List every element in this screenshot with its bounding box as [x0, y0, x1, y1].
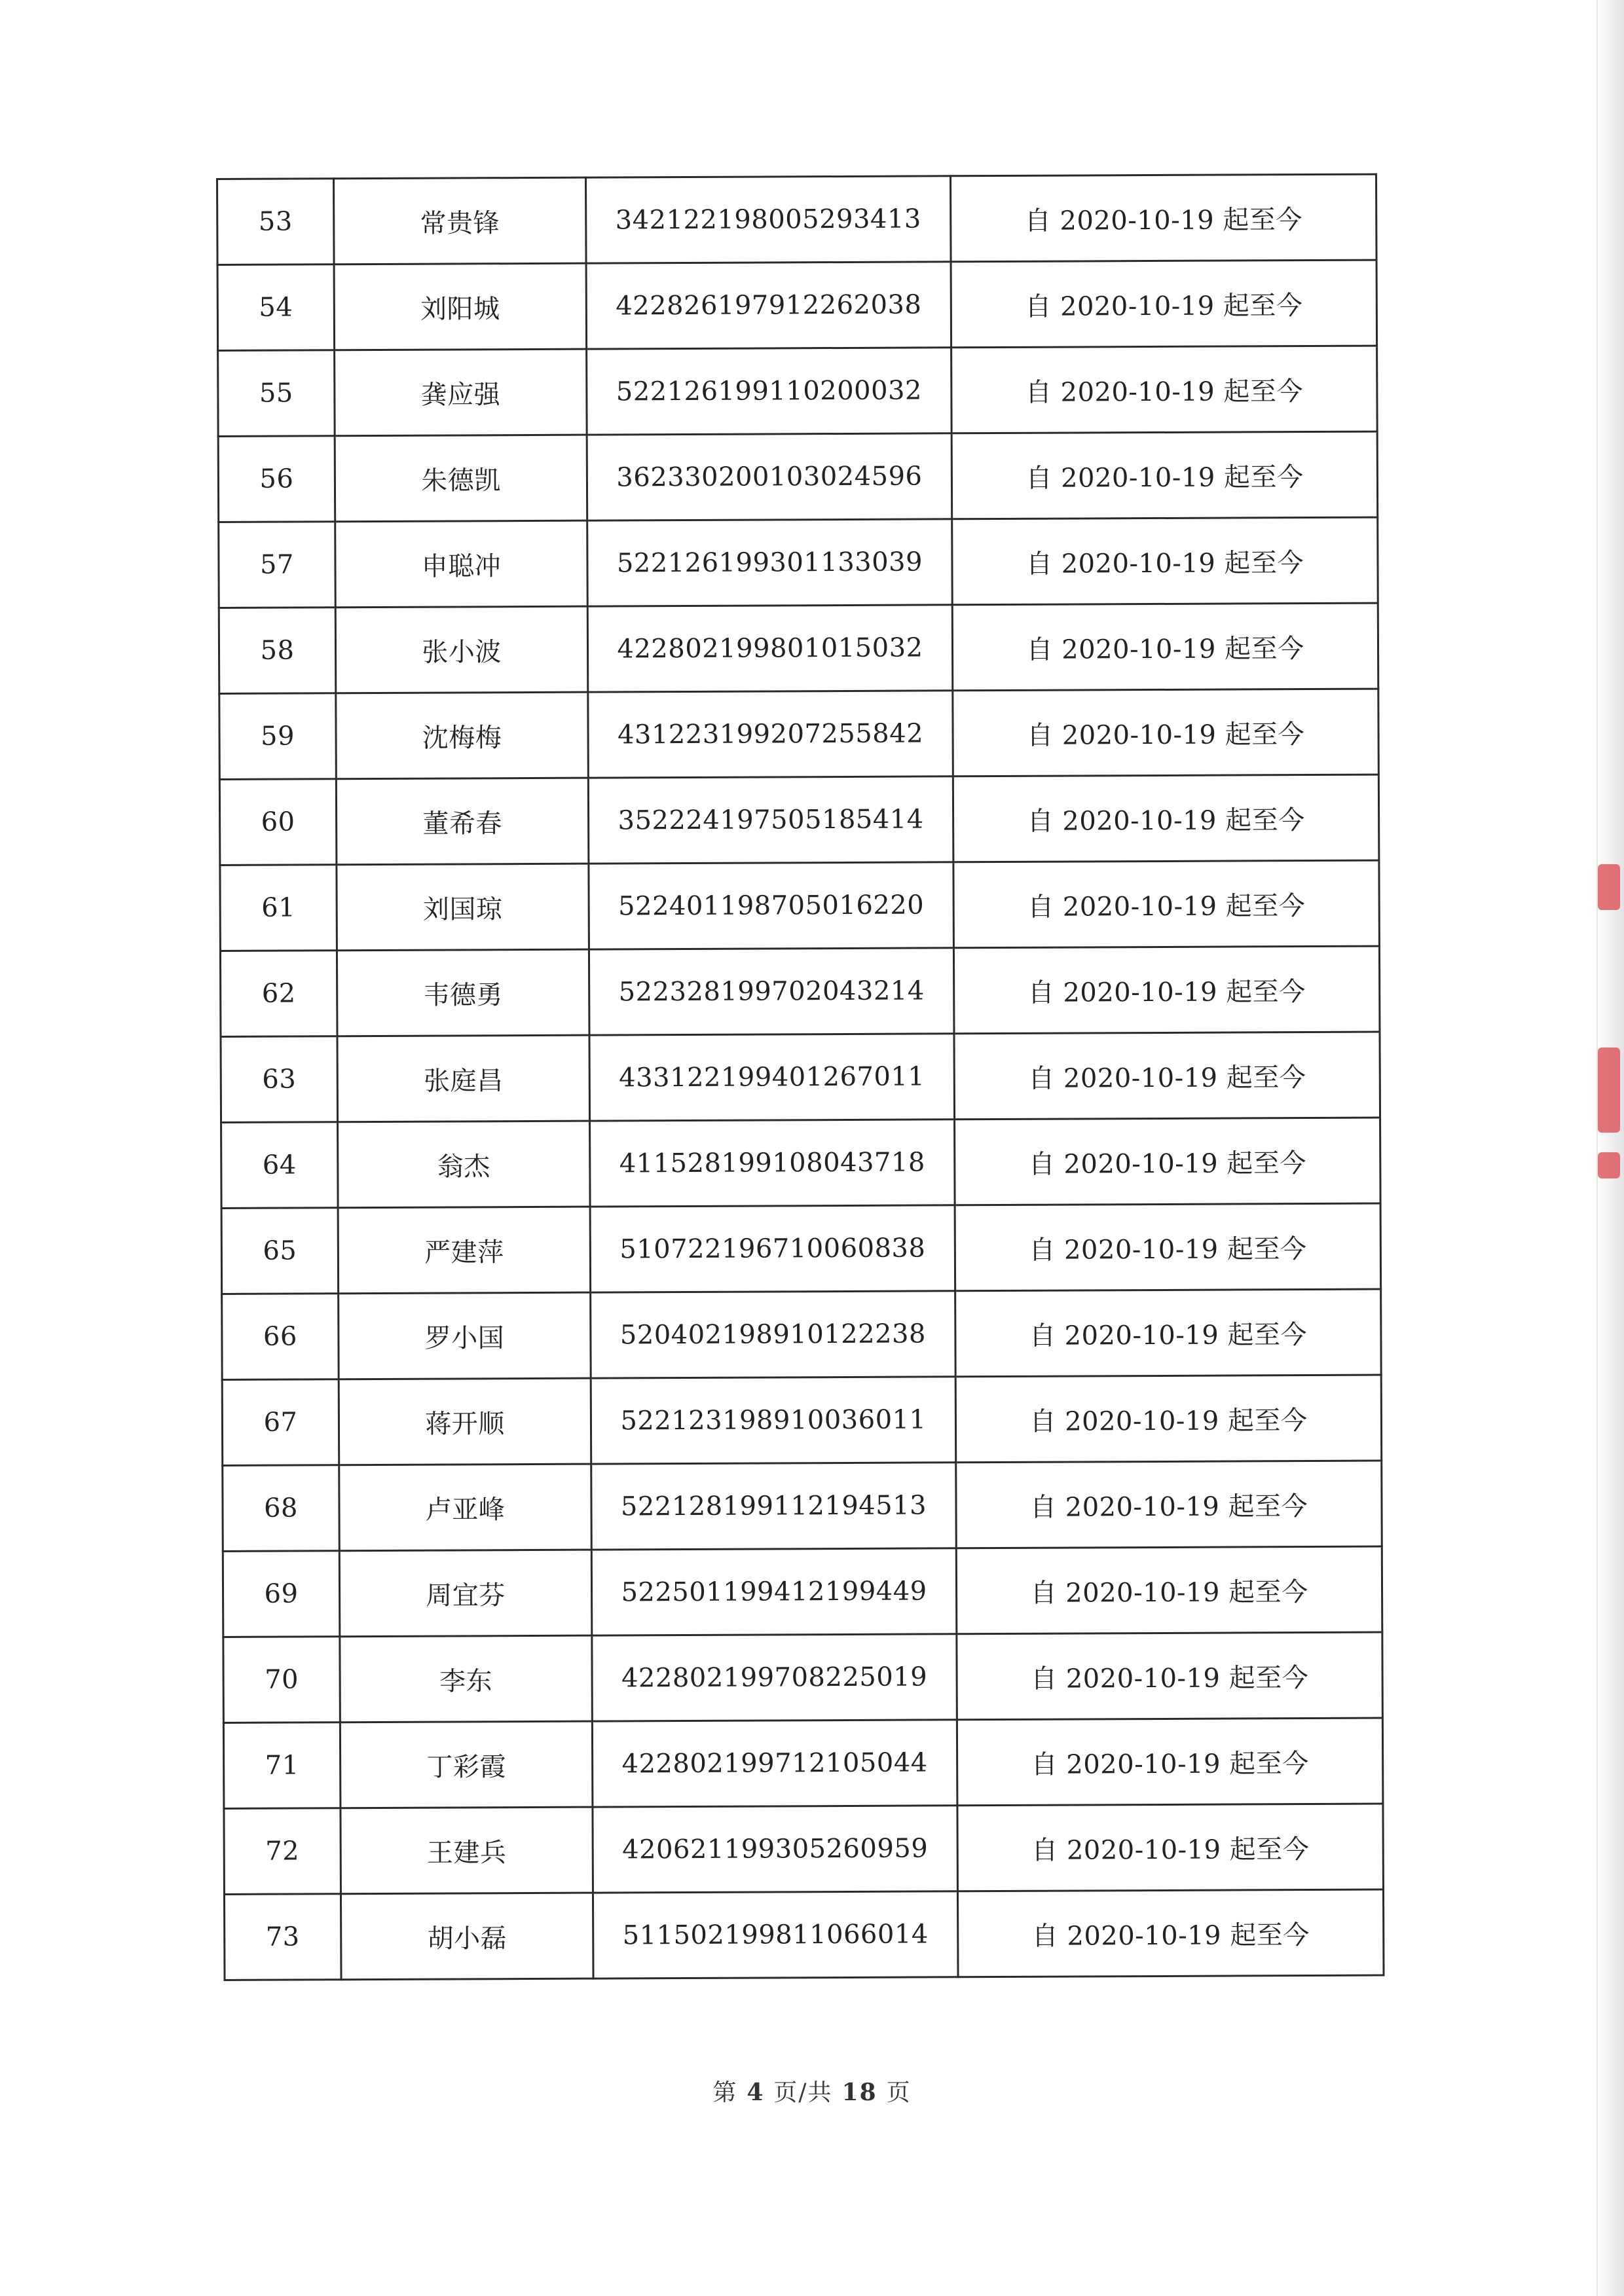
- footer-total-pages: 18: [841, 2079, 877, 2106]
- id-number-cell: 420621199305260959: [593, 1806, 958, 1893]
- table-row: [221, 1118, 1381, 1208]
- table-row: [218, 346, 1378, 436]
- footer-prefix: 第: [712, 2079, 738, 2106]
- row-number-cell: 65: [221, 1208, 339, 1294]
- row-number-cell: 61: [220, 865, 337, 951]
- period-cell: 自 2020-10-19 起至今: [953, 774, 1379, 862]
- seal-stamp-fragment: [1598, 1152, 1620, 1178]
- table-row: [221, 1032, 1380, 1122]
- period-cell: 自 2020-10-19 起至今: [951, 260, 1377, 348]
- id-number-cell: 362330200103024596: [587, 433, 952, 520]
- row-number-cell: 72: [224, 1808, 341, 1895]
- table-row: [222, 1375, 1382, 1465]
- row-number-cell: 62: [220, 951, 337, 1037]
- id-number-cell: 522126199301133039: [587, 519, 953, 606]
- name-cell: 李东: [340, 1635, 593, 1722]
- id-number-cell: 433122199401267011: [589, 1034, 955, 1121]
- row-number-cell: 67: [222, 1379, 339, 1466]
- period-cell: 自 2020-10-19 起至今: [957, 1632, 1383, 1720]
- period-cell: 自 2020-10-19 起至今: [953, 689, 1379, 776]
- scan-fold-line: [1596, 0, 1598, 2296]
- table-body: [217, 174, 1384, 1980]
- name-cell: 蒋开顺: [339, 1378, 591, 1465]
- id-number-cell: 422826197912262038: [586, 262, 951, 349]
- period-cell: 自 2020-10-19 起至今: [954, 1032, 1380, 1120]
- name-cell: 朱德凯: [335, 435, 587, 522]
- name-cell: 张小波: [335, 606, 588, 693]
- table-row: [219, 689, 1379, 779]
- id-number-cell: 522128199112194513: [591, 1463, 957, 1550]
- id-number-cell: 520402198910122238: [591, 1291, 956, 1378]
- table-row: [217, 174, 1377, 264]
- id-number-cell: 411528199108043718: [590, 1120, 955, 1207]
- id-number-cell: 522401198705016220: [589, 862, 954, 949]
- id-number-cell: 352224197505185414: [588, 776, 953, 864]
- period-cell: 自 2020-10-19 起至今: [956, 1546, 1382, 1634]
- name-cell: 丁彩霞: [340, 1721, 593, 1808]
- seal-stamp-fragment: [1598, 1048, 1620, 1133]
- name-cell: 龚应强: [335, 349, 587, 436]
- name-cell: 胡小磊: [341, 1893, 593, 1980]
- row-number-cell: 70: [223, 1637, 341, 1723]
- row-number-cell: 59: [219, 693, 337, 780]
- row-number-cell: 66: [222, 1294, 339, 1380]
- period-cell: 自 2020-10-19 起至今: [955, 1375, 1382, 1463]
- id-number-cell: 522501199412199449: [591, 1548, 957, 1635]
- table-row: [219, 517, 1378, 608]
- row-number-cell: 54: [217, 264, 335, 351]
- table-row: [219, 774, 1379, 865]
- row-number-cell: 55: [218, 350, 335, 437]
- period-cell: 自 2020-10-19 起至今: [957, 1804, 1384, 1891]
- name-cell: 周宜芬: [339, 1550, 592, 1637]
- period-cell: 自 2020-10-19 起至今: [955, 1289, 1382, 1377]
- period-cell: 自 2020-10-19 起至今: [955, 1203, 1381, 1291]
- row-number-cell: 73: [224, 1894, 341, 1980]
- period-cell: 自 2020-10-19 起至今: [950, 174, 1376, 262]
- name-cell: 刘阳城: [334, 263, 587, 350]
- period-cell: 自 2020-10-19 起至今: [951, 346, 1378, 433]
- row-number-cell: 56: [218, 436, 335, 522]
- name-cell: 韦德勇: [337, 949, 589, 1036]
- row-number-cell: 60: [219, 779, 337, 866]
- row-number-cell: 58: [219, 608, 336, 694]
- row-number-cell: 53: [217, 179, 335, 265]
- table-row: [224, 1889, 1384, 1980]
- id-number-cell: 522328199702043214: [589, 948, 954, 1035]
- name-cell: 严建萍: [338, 1207, 591, 1294]
- table-row: [223, 1546, 1382, 1637]
- name-cell: 董希春: [336, 778, 589, 865]
- table-row: [219, 603, 1378, 693]
- period-cell: 自 2020-10-19 起至今: [953, 946, 1380, 1034]
- seal-stamp-fragment: [1598, 864, 1620, 910]
- footer-suffix: 页: [886, 2079, 912, 2106]
- row-number-cell: 68: [223, 1465, 340, 1552]
- row-number-cell: 57: [219, 522, 336, 608]
- period-cell: 自 2020-10-19 起至今: [952, 517, 1378, 605]
- table-row: [223, 1461, 1382, 1551]
- row-number-cell: 71: [223, 1722, 341, 1809]
- table-row: [222, 1289, 1382, 1379]
- period-cell: 自 2020-10-19 起至今: [957, 1889, 1384, 1977]
- id-number-cell: 422802199801015032: [587, 605, 953, 692]
- table-row: [223, 1718, 1383, 1808]
- id-number-cell: 431223199207255842: [588, 691, 953, 778]
- id-number-cell: 422802199708225019: [592, 1634, 957, 1721]
- row-number-cell: 63: [221, 1036, 338, 1123]
- row-number-cell: 69: [223, 1551, 340, 1637]
- period-cell: 自 2020-10-19 起至今: [951, 431, 1378, 519]
- table-row: [220, 946, 1380, 1036]
- name-cell: 常贵锋: [334, 177, 587, 264]
- footer-current-page: 4: [747, 2079, 765, 2106]
- table-row: [224, 1804, 1384, 1894]
- period-cell: 自 2020-10-19 起至今: [956, 1461, 1382, 1548]
- period-cell: 自 2020-10-19 起至今: [957, 1718, 1383, 1806]
- row-number-cell: 64: [221, 1122, 339, 1209]
- name-cell: 卢亚峰: [339, 1464, 592, 1551]
- id-number-cell: 342122198005293413: [586, 176, 951, 263]
- id-number-cell: 522123198910036011: [591, 1377, 956, 1464]
- personnel-table: [216, 173, 1385, 1981]
- footer-middle: 页/共: [773, 2079, 833, 2106]
- name-cell: 王建兵: [341, 1807, 593, 1894]
- name-cell: 翁杰: [338, 1121, 591, 1208]
- table-row: [218, 431, 1378, 522]
- table-row: [223, 1632, 1383, 1722]
- period-cell: 自 2020-10-19 起至今: [952, 603, 1378, 691]
- name-cell: 刘国琼: [337, 864, 589, 951]
- name-cell: 沈梅梅: [336, 692, 589, 779]
- name-cell: 张庭昌: [337, 1035, 590, 1122]
- table-row: [217, 260, 1377, 350]
- page-footer: [0, 2074, 1624, 2107]
- id-number-cell: 510722196710060838: [590, 1205, 955, 1292]
- period-cell: 自 2020-10-19 起至今: [955, 1118, 1381, 1205]
- name-cell: 罗小国: [339, 1292, 591, 1379]
- table-row: [220, 860, 1380, 951]
- id-number-cell: 511502199811066014: [593, 1891, 958, 1978]
- id-number-cell: 522126199110200032: [587, 348, 952, 435]
- id-number-cell: 422802199712105044: [592, 1720, 957, 1807]
- period-cell: 自 2020-10-19 起至今: [953, 860, 1380, 948]
- name-cell: 申聪冲: [335, 520, 588, 608]
- table-row: [221, 1203, 1381, 1294]
